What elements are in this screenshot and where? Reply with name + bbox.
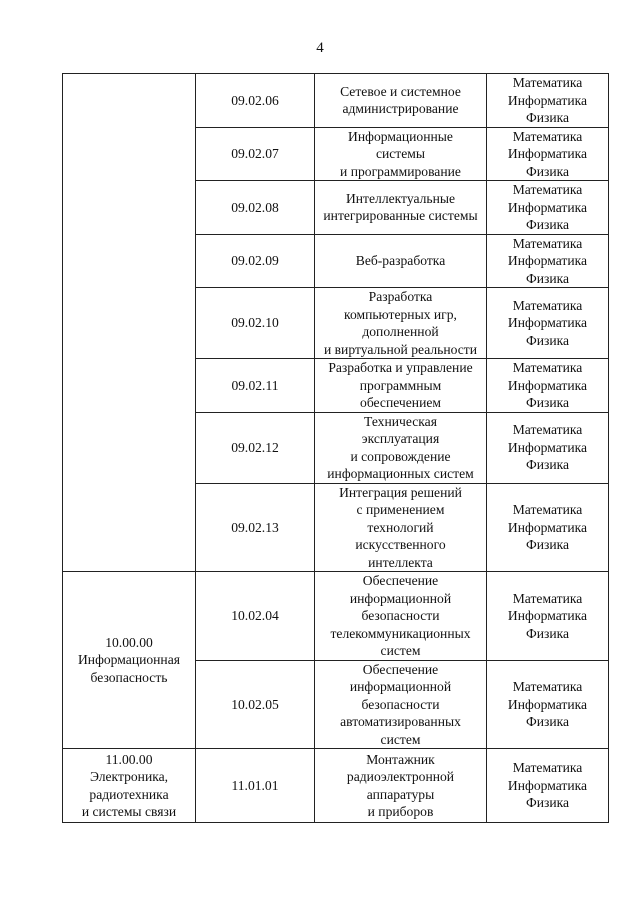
table-row — [63, 572, 609, 661]
specialty-code: 09.02.07 — [196, 127, 315, 181]
specialty-code: 09.02.08 — [196, 181, 315, 235]
specialty-name: Монтажник радиоэлектронной аппаратуры и приборов — [315, 749, 487, 823]
specialty-code: 09.02.11 — [196, 359, 315, 413]
specialty-code: 10.02.05 — [196, 660, 315, 749]
exam-subjects: Математика Информатика Физика — [487, 483, 609, 572]
exam-subjects: Математика Информатика Физика — [487, 234, 609, 288]
specialty-code: 09.02.09 — [196, 234, 315, 288]
exam-subjects: Математика Информатика Физика — [487, 74, 609, 128]
table-row — [63, 749, 609, 823]
specialty-name: Веб-разработка — [315, 234, 487, 288]
exam-subjects: Математика Информатика Физика — [487, 288, 609, 359]
specialty-code: 09.02.06 — [196, 74, 315, 128]
specialty-name: Техническая эксплуатация и сопровождение информационных систем — [315, 412, 487, 483]
specialty-code: 11.01.01 — [196, 749, 315, 823]
specialty-code: 10.02.04 — [196, 572, 315, 661]
specialty-name: Информационные системы и программирование — [315, 127, 487, 181]
specialty-name: Сетевое и системное администрирование — [315, 74, 487, 128]
specialties-table — [62, 73, 609, 823]
specialty-name: Интеллектуальные интегрированные системы — [315, 181, 487, 235]
specialty-name: Обеспечение информационной безопасности телекоммуникационных систем — [315, 572, 487, 661]
exam-subjects: Математика Информатика Физика — [487, 412, 609, 483]
exam-subjects: Математика Информатика Физика — [487, 127, 609, 181]
table-row — [63, 74, 609, 128]
exam-subjects: Математика Информатика Физика — [487, 749, 609, 823]
exam-subjects: Математика Информатика Физика — [487, 181, 609, 235]
specialty-code: 09.02.12 — [196, 412, 315, 483]
specialty-code: 09.02.13 — [196, 483, 315, 572]
specialty-name: Разработка и управление программным обеспечением — [315, 359, 487, 413]
specialty-name: Интеграция решений с применением технологий искусственного интеллекта — [315, 483, 487, 572]
specialty-name: Разработка компьютерных игр, дополненной и виртуальной реальности — [315, 288, 487, 359]
specialty-code: 09.02.10 — [196, 288, 315, 359]
exam-subjects: Математика Информатика Физика — [487, 572, 609, 661]
group-cell-electronics: 11.00.00 Электроника, радиотехника и системы связи — [63, 749, 196, 823]
exam-subjects: Математика Информатика Физика — [487, 660, 609, 749]
specialty-name: Обеспечение информационной безопасности автоматизированных систем — [315, 660, 487, 749]
exam-subjects: Математика Информатика Физика — [487, 359, 609, 413]
page-number: 4 — [316, 40, 324, 56]
group-cell-infosec: 10.00.00 Информационная безопасность — [63, 572, 196, 749]
group-cell-continued — [63, 74, 196, 572]
